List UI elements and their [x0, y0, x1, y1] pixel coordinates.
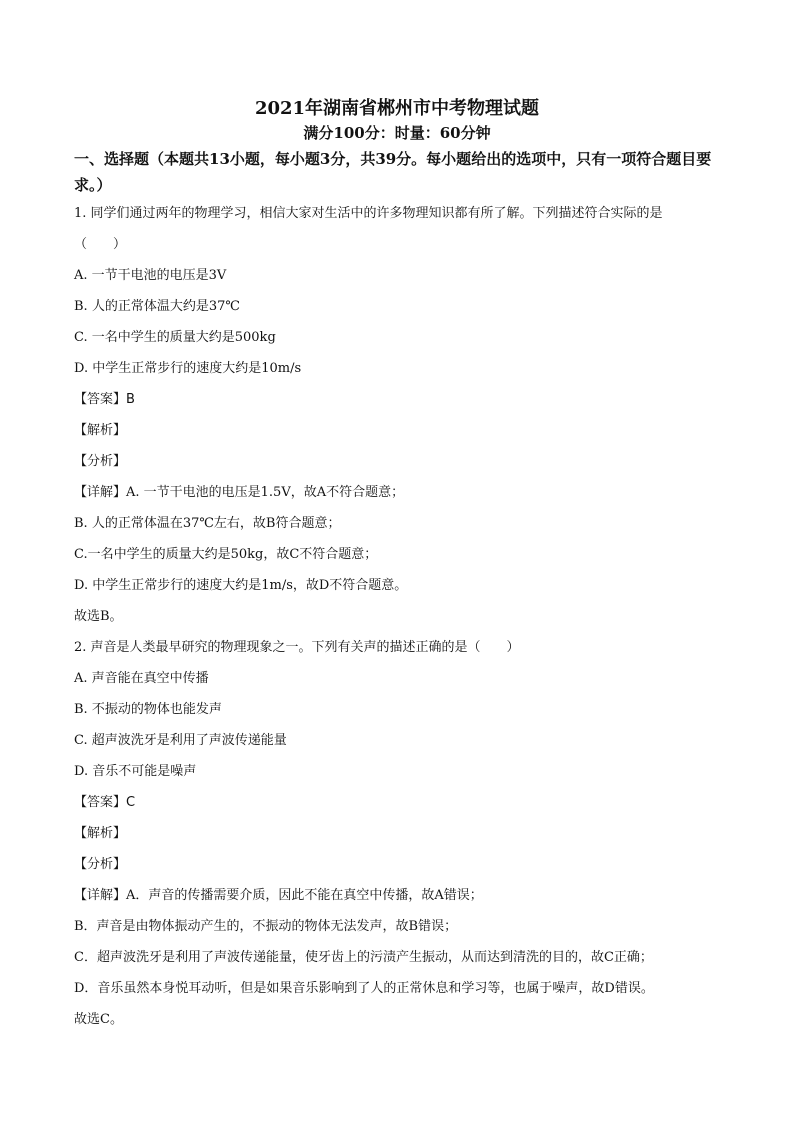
question-2-detail-a: 【详解】A．声音的传播需要介质，因此不能在真空中传播，故A错误； — [74, 888, 483, 903]
question-1-detail-d: D. 中学生正常步行的速度大约是1m/s，故D不符合题意。 — [74, 578, 408, 593]
question-2-detail-d: D．音乐虽然本身悦耳动听，但是如果音乐影响到了人的正常休息和学习等，也属于噪声，故D错误。 — [74, 981, 654, 996]
question-2-stem: 2. 声音是人类最早研究的物理现象之一。下列有关声的描述正确的是（ ） — [74, 640, 520, 655]
exam-subtitle: 满分100分：时量：60分钟 — [303, 124, 491, 142]
question-1-jiexi: 【解析】 — [74, 423, 127, 438]
question-2 — [74, 632, 720, 1035]
question-1-detail-a: 【详解】A. 一节干电池的电压是1.5V，故A不符合题意； — [74, 485, 405, 500]
question-1-option-a: A. 一节干电池的电压是3V — [74, 268, 227, 283]
question-1-conclusion: 故选B。 — [74, 609, 123, 624]
question-2-option-b: B. 不振动的物体也能发声 — [74, 702, 222, 717]
question-1-blank: （ ） — [74, 237, 127, 252]
question-2-detail-b: B．声音是由物体振动产生的，不振动的物体无法发声，故B错误； — [74, 919, 458, 934]
section-heading: 一、选择题（本题共13小题，每小题3分，共39分。每小题给出的选项中，只有一项符合题目要求。） — [74, 150, 712, 194]
question-1 — [74, 198, 720, 632]
exam-title: 2021年湖南省郴州市中考物理试题 — [254, 98, 540, 119]
question-1-option-c: C. 一名中学生的质量大约是500kg — [74, 330, 276, 345]
question-2-fenxi: 【分析】 — [74, 857, 127, 872]
question-2-option-c: C. 超声波洗牙是利用了声波传递能量 — [74, 733, 287, 748]
question-2-answer: 【答案】C — [74, 795, 136, 810]
question-1-stem: 1. 同学们通过两年的物理学习，相信大家对生活中的许多物理知识都有所了解。下列描述符合实际的是 — [74, 206, 663, 221]
question-2-option-a: A. 声音能在真空中传播 — [74, 671, 209, 686]
question-1-option-d: D. 中学生正常步行的速度大约是10m/s — [74, 361, 302, 376]
question-1-detail-b: B. 人的正常体温在37℃左右，故B符合题意； — [74, 516, 341, 531]
question-1-option-b: B. 人的正常体温大约是37℃ — [74, 299, 240, 314]
question-1-answer: 【答案】B — [74, 392, 135, 407]
question-2-conclusion: 故选C。 — [74, 1012, 123, 1027]
question-1-detail-c: C.一名中学生的质量大约是50kg，故C不符合题意； — [74, 547, 378, 562]
question-2-jiexi: 【解析】 — [74, 826, 127, 841]
question-2-option-d: D. 音乐不可能是噪声 — [74, 764, 197, 779]
question-1-fenxi: 【分析】 — [74, 454, 127, 469]
question-2-detail-c: C．超声波洗牙是利用了声波传递能量，使牙齿上的污渍产生振动，从而达到清洗的目的，故C正确； — [74, 950, 653, 965]
